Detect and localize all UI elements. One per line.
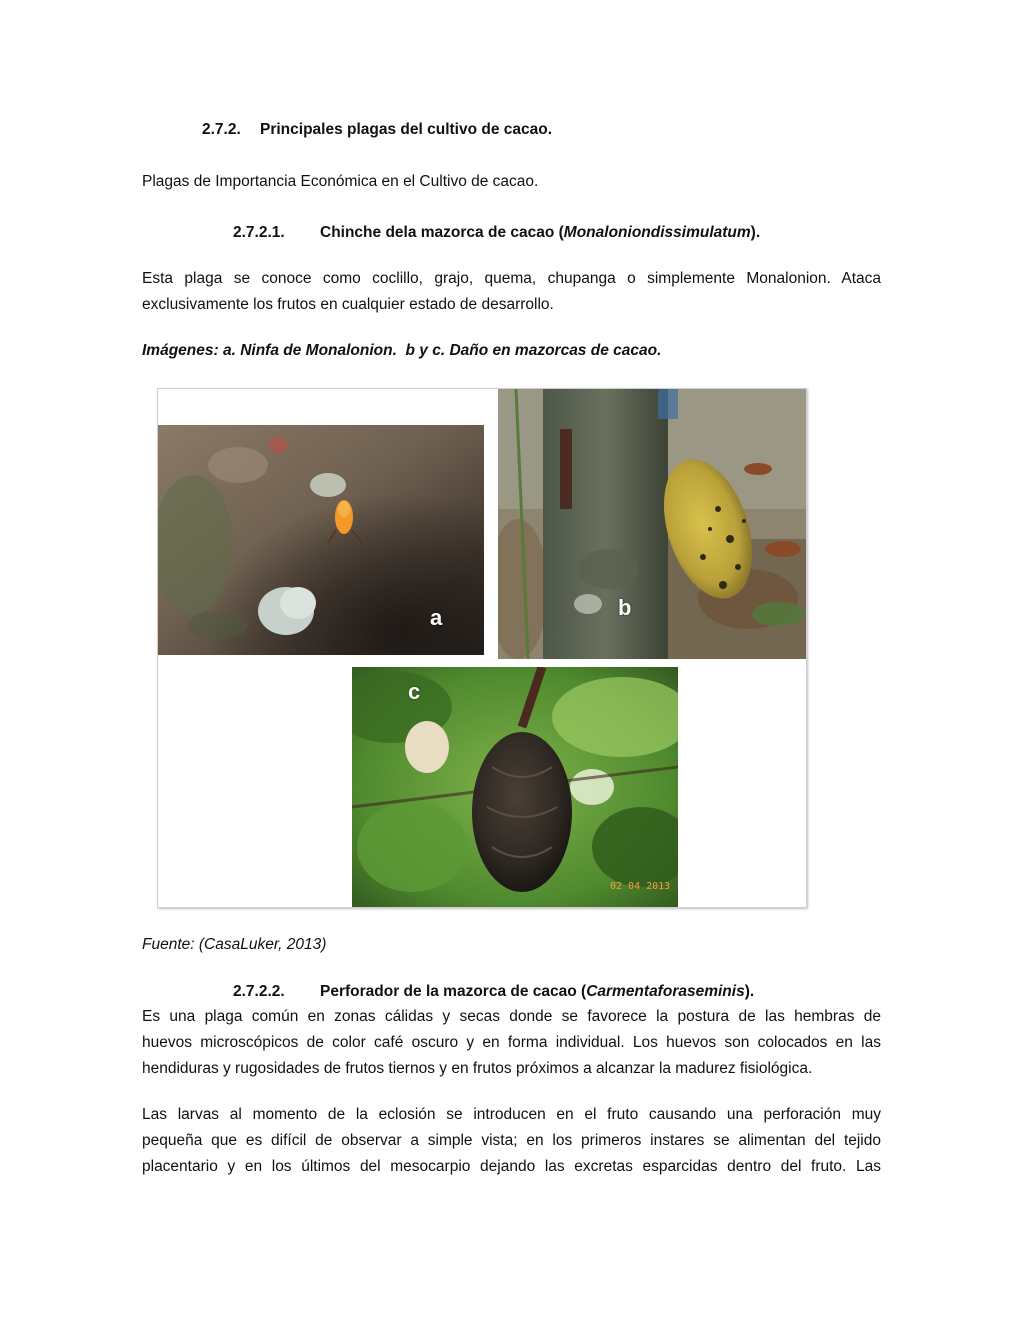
paragraph-line: huevos microscópicos de color café oscuro y en forma individual. Los huevos son colocados en las (142, 1034, 881, 1051)
species-name: Monaloniondissimulatum (563, 224, 751, 241)
paragraph-line: exclusivamente los frutos en cualquier estado de desarrollo. (142, 296, 554, 313)
section-heading-2721 (233, 220, 760, 246)
photo-label-c: c (408, 679, 421, 704)
paragraph-line: Esta plaga se conoce como coclillo, grajo, quema, chupanga o simplemente Monalonion. Ataca (142, 270, 881, 287)
photo-b-damaged-pod (498, 389, 806, 659)
section-title-pre: Perforador de la mazorca de cacao ( (320, 983, 587, 1000)
section-heading-272 (202, 117, 552, 143)
figure-collage (157, 388, 807, 908)
paragraph-line: pequeña que es difícil de observar a simple vista; en los primeros instares se alimentan del tejido (142, 1132, 881, 1149)
section-number: 2.7.2.1. (233, 224, 285, 241)
paragraph-line: placentario y en los últimos del mesocarpio dejando las excretas esparcidas dentro del fruto. Las (142, 1158, 881, 1175)
paragraph-line: hendiduras y rugosidades de frutos tiernos y en frutos próximos a alcanzar la madurez fisiológica. (142, 1060, 813, 1077)
photo-label-b: b (618, 595, 632, 620)
paragraph-line: Las larvas al momento de la eclosión se introducen en el fruto causando una perforación muy (142, 1106, 881, 1123)
section-title-post: ). (744, 983, 755, 1000)
section-title-pre: Chinche dela mazorca de cacao ( (320, 224, 564, 241)
section-heading-2722 (233, 979, 754, 1005)
figure-source: Fuente: (CasaLuker, 2013) (142, 936, 327, 953)
section-title: Principales plagas del cultivo de cacao. (260, 121, 553, 138)
photo-c-black-pod (352, 667, 678, 907)
section-title-post: ). (750, 224, 761, 241)
intro-line: Plagas de Importancia Económica en el Cultivo de cacao. (142, 173, 539, 190)
photo-date-stamp: 02 04 2013 (610, 881, 671, 892)
figure-caption: Imágenes: a. Ninfa de Monalonion. b y c. Daño en mazorcas de cacao. (142, 342, 662, 359)
species-name: Carmentaforaseminis (586, 983, 745, 1000)
section-number: 2.7.2. (202, 121, 241, 138)
photo-a-monalonion-nymph (158, 425, 484, 655)
photo-label-a: a (430, 605, 443, 630)
section-number: 2.7.2.2. (233, 983, 285, 1000)
paragraph-line: Es una plaga común en zonas cálidas y secas donde se favorece la postura de las hembras de (142, 1008, 881, 1025)
